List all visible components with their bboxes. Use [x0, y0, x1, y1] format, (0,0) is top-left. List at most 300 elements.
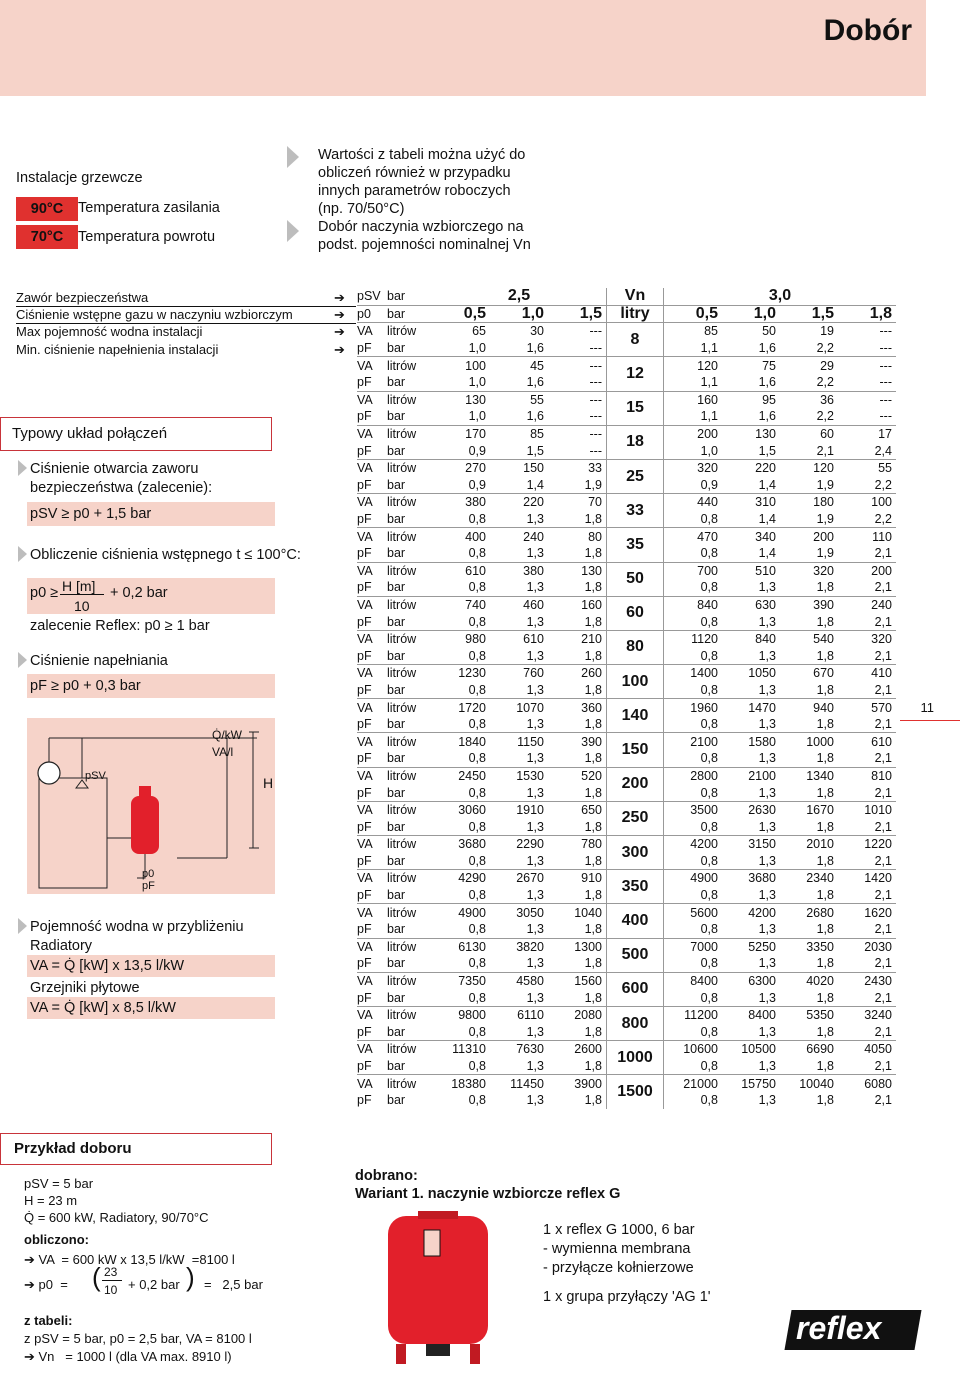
arrow-right-icon: ➔: [334, 342, 345, 357]
pf-cell: 2,2: [816, 409, 834, 424]
va-cell: ---: [838, 391, 896, 408]
pf-cell: 0,8: [468, 546, 486, 561]
pf-cell: 1,8: [584, 990, 602, 1005]
vn-cell: 25: [607, 459, 664, 493]
va-cell: 9800: [432, 1006, 490, 1023]
va-cell: 610: [838, 733, 896, 750]
pf-cell: 0,8: [468, 785, 486, 800]
va-cell: 840: [664, 596, 723, 613]
pf-cell: 1,3: [526, 785, 544, 800]
calc-p0-a: ➔ p0 =: [24, 1277, 68, 1292]
row-unit-bar: bar: [387, 580, 406, 595]
pf-cell: 1,3: [526, 956, 544, 971]
va-cell: 160: [664, 391, 723, 408]
row-unit-bar: bar: [387, 682, 406, 697]
va-cell: 740: [432, 596, 490, 613]
va-cell: 1340: [780, 767, 838, 784]
calc-va: ➔ VA = 600 kW x 13,5 l/kW =8100 l: [24, 1252, 235, 1267]
va-cell: 5600: [664, 904, 723, 921]
row-label-va: VA: [357, 904, 387, 921]
row-unit-litrow: litrów: [387, 494, 432, 511]
va-cell: 220: [722, 459, 780, 476]
va-cell: 980: [432, 630, 490, 647]
pf-cell: 1,8: [816, 1024, 834, 1039]
va-cell: 3350: [780, 938, 838, 955]
pf-cell: 0,8: [468, 648, 486, 663]
row-unit-litrow: litrów: [387, 528, 432, 545]
va-cell: 5250: [722, 938, 780, 955]
va-cell: 650: [548, 801, 607, 818]
chosen-subtitle: Wariant 1. naczynie wzbiorcze reflex G: [355, 1186, 621, 1202]
va-cell: 240: [490, 528, 548, 545]
va-cell: 70: [548, 494, 607, 511]
vn-cell: 300: [607, 836, 664, 870]
pf-cell: 0,8: [468, 717, 486, 732]
pf-cell: 0,8: [468, 922, 486, 937]
va-cell: 670: [780, 665, 838, 682]
calc-p0-b: + 0,2 bar: [128, 1277, 180, 1292]
row-label-va: VA: [357, 1041, 387, 1058]
va-cell: 2010: [780, 836, 838, 853]
pf-cell: ---: [879, 341, 892, 356]
vn-cell: 1500: [607, 1075, 664, 1109]
va-cell: 1840: [432, 733, 490, 750]
pf-cell: 1,8: [816, 1093, 834, 1108]
pf-cell: 1,4: [758, 477, 776, 492]
va-cell: 21000: [664, 1075, 723, 1092]
table-row: [357, 494, 896, 511]
table-row: [357, 528, 896, 545]
pf-cell: 2,1: [874, 888, 892, 903]
row-unit-litrow: litrów: [387, 630, 432, 647]
va-cell: 6080: [838, 1075, 896, 1092]
bullet-triangle-icon: [18, 546, 27, 562]
va-cell: 130: [432, 391, 490, 408]
pf-cell: 1,8: [816, 990, 834, 1005]
selection-table: [357, 288, 896, 1109]
pf-cell: 1,6: [526, 375, 544, 390]
diagram-label-pf: pF: [142, 880, 155, 892]
row-label-pf: pF: [357, 512, 372, 527]
pf-cell: 0,8: [468, 751, 486, 766]
va-cell: 15750: [722, 1075, 780, 1092]
pf-cell: 0,9: [468, 443, 486, 458]
row-label-pf: pF: [357, 717, 372, 732]
row-label-va: VA: [357, 630, 387, 647]
pf-cell: 1,0: [468, 375, 486, 390]
pf-cell: 1,8: [584, 648, 602, 663]
va-cell: 1300: [548, 938, 607, 955]
vn-cell: 8: [607, 323, 664, 357]
row-unit-litrow: litrów: [387, 665, 432, 682]
pf-cell: 1,9: [816, 477, 834, 492]
pf-cell: 1,3: [526, 1093, 544, 1108]
va-cell: 520: [548, 767, 607, 784]
table-row: [357, 836, 896, 853]
row-unit-litrow: litrów: [387, 391, 432, 408]
pf-cell: 0,8: [468, 990, 486, 1005]
row-unit-bar: bar: [387, 888, 406, 903]
va-cell: 390: [780, 596, 838, 613]
pf-cell: 2,4: [874, 443, 892, 458]
pf-cell: 0,9: [664, 477, 723, 494]
pf-cell: 0,8: [468, 614, 486, 629]
va-cell: 120: [664, 357, 723, 374]
va-cell: 10040: [780, 1075, 838, 1092]
pf-cell: 0,8: [468, 956, 486, 971]
pf-cell: 1,8: [816, 580, 834, 595]
va-cell: 440: [664, 494, 723, 511]
va-cell: 1400: [664, 665, 723, 682]
pf-cell: 1,3: [758, 888, 776, 903]
tank-illustration: [378, 1210, 498, 1368]
pf-cell: 2,1: [874, 682, 892, 697]
row-unit-bar: bar: [387, 819, 406, 834]
pf-cell: 1,4: [526, 477, 544, 492]
fraction-bar: [102, 1280, 122, 1281]
pf-cell: 1,8: [816, 888, 834, 903]
pf-cell: 2,1: [874, 819, 892, 834]
va-cell: 2430: [838, 972, 896, 989]
va-cell: 1580: [722, 733, 780, 750]
pf-cell: 1,3: [758, 751, 776, 766]
va-cell: 11310: [432, 1041, 490, 1058]
row-label-va: VA: [357, 870, 387, 887]
pf-cell: ---: [879, 409, 892, 424]
vn-cell: 80: [607, 630, 664, 664]
vn-cell: 15: [607, 391, 664, 425]
pf-cell: 1,3: [526, 1059, 544, 1074]
row-label-va: VA: [357, 357, 387, 374]
va-cell: 200: [780, 528, 838, 545]
row-unit-bar: bar: [387, 341, 406, 356]
page-number: 11: [920, 700, 934, 715]
va-cell: 1620: [838, 904, 896, 921]
pf-cell: 1,3: [526, 1024, 544, 1039]
pf-cell: 1,3: [758, 853, 776, 868]
diagram-label-h: H: [263, 775, 274, 791]
row-unit-litrow: litrów: [387, 459, 432, 476]
pf-cell: 2,1: [874, 922, 892, 937]
pf-cell: 1,1: [664, 374, 723, 391]
pf-cell: 1,8: [816, 648, 834, 663]
pf-cell: 2,1: [874, 956, 892, 971]
header-band: [0, 0, 926, 96]
pf-cell: 1,8: [584, 1059, 602, 1074]
table-row: [357, 1006, 896, 1023]
va-cell: 2630: [722, 801, 780, 818]
va-cell: 2080: [548, 1006, 607, 1023]
pf-cell: 1,3: [758, 922, 776, 937]
page-number-rule: [900, 720, 960, 721]
va-cell: 1960: [664, 699, 723, 716]
va-cell: 19: [780, 323, 838, 340]
vn-cell: 100: [607, 665, 664, 699]
va-cell: 170: [432, 425, 490, 442]
table-ref-1: z pSV = 5 bar, p0 = 2,5 bar, VA = 8100 l: [24, 1331, 252, 1346]
pf-cell: 0,8: [664, 579, 723, 596]
pf-cell: 1,8: [584, 512, 602, 527]
va-cell: 120: [780, 459, 838, 476]
pf-cell: 1,3: [758, 990, 776, 1005]
va-cell: 3680: [722, 870, 780, 887]
va-cell: 5350: [780, 1006, 838, 1023]
open-pressure-title: Ciśnienie otwarcia zaworu bezpieczeństwa (zalecenie):: [30, 461, 213, 496]
va-cell: 380: [490, 562, 548, 579]
row-label-pf: pF: [357, 956, 372, 971]
table-row: [357, 562, 896, 579]
vn-cell: 800: [607, 1006, 664, 1040]
pf-cell: 1,8: [584, 580, 602, 595]
row-label-va: VA: [357, 836, 387, 853]
vn-cell: 140: [607, 699, 664, 733]
va-cell: 45: [490, 357, 548, 374]
diagram-label-psv: pSV: [85, 770, 106, 782]
va-cell: 840: [722, 630, 780, 647]
vn-cell: 50: [607, 562, 664, 596]
row-label-pf: pF: [357, 614, 372, 629]
pf-cell: 1,3: [758, 1093, 776, 1108]
table-row: [357, 972, 896, 989]
row-unit-bar: bar: [387, 477, 406, 492]
row-unit-bar: bar: [387, 853, 406, 868]
va-cell: 7630: [490, 1041, 548, 1058]
vn-cell: 250: [607, 801, 664, 835]
va-cell: 780: [548, 836, 607, 853]
calc-p0-paren: (: [92, 1262, 101, 1292]
row-label-pf: pF: [357, 888, 372, 903]
va-cell: 630: [722, 596, 780, 613]
row-label-pf: pF: [357, 341, 372, 356]
row-unit-litrow: litrów: [387, 562, 432, 579]
pf-cell: 1,4: [758, 512, 776, 527]
pf-cell: 1,3: [526, 580, 544, 595]
table-row: [357, 904, 896, 921]
supply-temp-label: Temperatura zasilania: [78, 200, 220, 216]
va-cell: 50: [722, 323, 780, 340]
pf-cell: 2,1: [874, 785, 892, 800]
pf-cell: 1,8: [584, 717, 602, 732]
pf-cell: 1,3: [758, 956, 776, 971]
pf-cell: 0,8: [664, 1024, 723, 1041]
row-unit-litrow: litrów: [387, 767, 432, 784]
radiators-formula: VA = Q̇ [kW] x 13,5 l/kW: [30, 958, 185, 974]
va-cell: 29: [780, 357, 838, 374]
va-cell: 1720: [432, 699, 490, 716]
pf-cell: 2,1: [816, 443, 834, 458]
va-cell: 360: [548, 699, 607, 716]
va-cell: 180: [780, 494, 838, 511]
pf-cell: 0,8: [664, 921, 723, 938]
va-cell: 910: [548, 870, 607, 887]
calc-p0-den: 10: [104, 1283, 118, 1297]
va-cell: ---: [838, 323, 896, 340]
va-cell: 75: [722, 357, 780, 374]
va-cell: 810: [838, 767, 896, 784]
va-cell: 700: [664, 562, 723, 579]
pf-cell: 1,5: [758, 443, 776, 458]
row-unit-litrow: litrów: [387, 596, 432, 613]
pf-cell: 2,2: [816, 375, 834, 390]
va-cell: 4200: [664, 836, 723, 853]
va-cell: ---: [838, 357, 896, 374]
row-label-pf: pF: [357, 546, 372, 561]
va-cell: 570: [838, 699, 896, 716]
row-label-pf: pF: [357, 580, 372, 595]
pf-cell: 1,4: [758, 546, 776, 561]
pf-cell: 1,8: [816, 614, 834, 629]
va-cell: 33: [548, 459, 607, 476]
row-label-va: VA: [357, 562, 387, 579]
va-cell: 4020: [780, 972, 838, 989]
va-cell: 940: [780, 699, 838, 716]
va-cell: 1150: [490, 733, 548, 750]
table-row: [357, 323, 896, 340]
bullet-triangle-icon: [18, 652, 27, 668]
row-unit-litrow: litrów: [387, 836, 432, 853]
vn-cell: 200: [607, 767, 664, 801]
pf-cell: 0,8: [468, 682, 486, 697]
va-cell: 2450: [432, 767, 490, 784]
va-cell: 2030: [838, 938, 896, 955]
va-cell: 1220: [838, 836, 896, 853]
pf-cell: 0,8: [468, 888, 486, 903]
va-cell: 390: [548, 733, 607, 750]
row-label-pf: pF: [357, 443, 372, 458]
pf-cell: 0,8: [664, 989, 723, 1006]
diagram-label-p0: p0: [142, 868, 155, 880]
pf-cell: ---: [589, 341, 602, 356]
pf-cell: 1,8: [816, 1059, 834, 1074]
pf-cell: 0,8: [664, 682, 723, 699]
row-label-va: VA: [357, 425, 387, 442]
va-cell: 400: [432, 528, 490, 545]
pf-cell: 1,3: [526, 512, 544, 527]
va-cell: 36: [780, 391, 838, 408]
va-cell: 3060: [432, 801, 490, 818]
va-cell: 18380: [432, 1075, 490, 1092]
va-cell: 2600: [548, 1041, 607, 1058]
pf-cell: 1,0: [468, 409, 486, 424]
pf-cell: 1,8: [816, 922, 834, 937]
va-cell: 4200: [722, 904, 780, 921]
table-row: [357, 391, 896, 408]
pf-cell: 1,9: [584, 477, 602, 492]
pf-cell: 2,1: [874, 648, 892, 663]
va-cell: 380: [432, 494, 490, 511]
va-cell: 270: [432, 459, 490, 476]
pf-cell: 1,8: [816, 717, 834, 732]
row-unit-litrow: litrów: [387, 1041, 432, 1058]
arrow-right-icon: ➔: [334, 324, 345, 339]
va-cell: 8400: [722, 1006, 780, 1023]
pf-cell: 1,3: [758, 648, 776, 663]
table-row: [357, 665, 896, 682]
row-label-va: VA: [357, 1075, 387, 1092]
va-cell: 320: [664, 459, 723, 476]
row-unit-bar: bar: [387, 717, 406, 732]
va-cell: 1470: [722, 699, 780, 716]
pf-cell: 1,8: [816, 682, 834, 697]
va-cell: 7350: [432, 972, 490, 989]
va-cell: 1910: [490, 801, 548, 818]
return-temp-label: Temperatura powrotu: [78, 229, 216, 245]
pf-cell: 1,8: [584, 956, 602, 971]
va-cell: 80: [548, 528, 607, 545]
open-pressure-formula: pSV ≥ p0 + 1,5 bar: [30, 506, 152, 522]
pf-cell: ---: [879, 375, 892, 390]
pf-cell: 0,8: [468, 819, 486, 834]
row-label-pf: pF: [357, 409, 372, 424]
reflex-logo-text: reflex: [796, 1310, 882, 1346]
pf-cell: 2,1: [874, 853, 892, 868]
va-cell: 4050: [838, 1041, 896, 1058]
precharge-title: Obliczenie ciśnienia wstępnego t ≤ 100°C:: [30, 547, 301, 563]
va-cell: 2800: [664, 767, 723, 784]
row-label-va: VA: [357, 972, 387, 989]
row-label-va: VA: [357, 323, 387, 340]
va-cell: 110: [838, 528, 896, 545]
connection-title: Typowy układ połączeń: [12, 425, 168, 442]
row-unit-bar: bar: [387, 956, 406, 971]
row-unit-litrow: litrów: [387, 1006, 432, 1023]
pf-cell: 0,8: [468, 1024, 486, 1039]
arrow-right-icon: ➔: [334, 307, 345, 322]
volume-title: Pojemność wodna w przybliżeniu: [30, 919, 244, 935]
pf-cell: 2,1: [874, 1093, 892, 1108]
va-cell: 130: [722, 425, 780, 442]
pf-cell: 0,8: [664, 818, 723, 835]
pf-cell: 0,8: [664, 955, 723, 972]
va-cell: 2100: [722, 767, 780, 784]
va-cell: 2670: [490, 870, 548, 887]
va-cell: 4900: [432, 904, 490, 921]
row-label-pf: pF: [357, 1093, 372, 1108]
vn-cell: 350: [607, 870, 664, 904]
row-unit-litrow: litrów: [387, 904, 432, 921]
row-unit-bar: bar: [387, 751, 406, 766]
row-label-va: VA: [357, 1006, 387, 1023]
pf-cell: 1,3: [758, 580, 776, 595]
pf-cell: 0,8: [664, 545, 723, 562]
bullet-triangle-icon: [18, 460, 27, 476]
calc-title: obliczono:: [24, 1232, 89, 1247]
row-label-pf: pF: [357, 922, 372, 937]
row-label-pf: pF: [357, 1059, 372, 1074]
pf-cell: 0,8: [664, 511, 723, 528]
pf-cell: 2,2: [874, 477, 892, 492]
row-label-pf: pF: [357, 990, 372, 1005]
pf-cell: 2,1: [874, 990, 892, 1005]
row-unit-bar: bar: [387, 785, 406, 800]
bullet-triangle-icon: [287, 146, 299, 168]
vn-cell: 1000: [607, 1041, 664, 1075]
pf-cell: 1,6: [526, 341, 544, 356]
pf-cell: 1,1: [664, 408, 723, 425]
row-unit-bar: bar: [387, 443, 406, 458]
row-unit-bar: bar: [387, 922, 406, 937]
va-cell: 3050: [490, 904, 548, 921]
precharge-p0: p0 ≥: [30, 585, 59, 601]
va-cell: 1230: [432, 665, 490, 682]
va-cell: 2100: [664, 733, 723, 750]
va-cell: 85: [490, 425, 548, 442]
bullet-triangle-icon: [287, 220, 299, 242]
fraction-bar: [60, 594, 104, 595]
pf-cell: 1,3: [526, 717, 544, 732]
va-cell: 3820: [490, 938, 548, 955]
vn-cell: 600: [607, 972, 664, 1006]
